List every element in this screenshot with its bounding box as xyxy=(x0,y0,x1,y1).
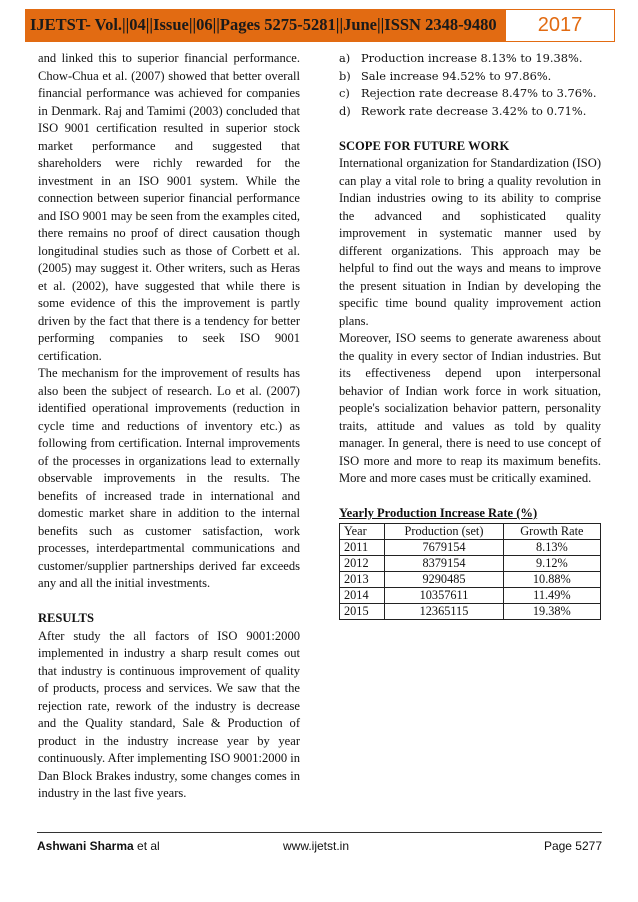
page-number: Page 5277 xyxy=(543,839,602,853)
table-cell: 7679154 xyxy=(385,539,503,555)
journal-header xyxy=(25,9,615,42)
table-cell: 2012 xyxy=(340,555,385,571)
table-row xyxy=(340,571,601,587)
left-column xyxy=(38,50,300,803)
table-cell: 10357611 xyxy=(385,587,503,603)
table-cell: 9290485 xyxy=(385,571,503,587)
table-cell: 11.49% xyxy=(503,587,600,603)
table-cell: 12365115 xyxy=(385,603,503,619)
table-cell: 8379154 xyxy=(385,555,503,571)
table-row xyxy=(340,603,601,619)
table-cell: 2011 xyxy=(340,539,385,555)
page-footer xyxy=(37,832,602,853)
scope-heading: SCOPE FOR FUTURE WORK xyxy=(339,138,510,153)
paragraph: International organization for Standardization (ISO) can play a vital role to bring a quality revolution in Indian industries owing to its ability to comprise the advanced and sophisticated quality improvement in systematic manner used by different organizations. This approach may be helpful to find out the ways and means to improve the present situation in Indian by developing the specific time bound quality improvement action plans. xyxy=(339,156,601,328)
results-heading: RESULTS xyxy=(38,611,95,625)
paragraph: The mechanism for the improvement of results has also been the subject of research. Lo et al. (2007) identified operational improvements (reduction in cycle time and reductions of inventory etc.) as following from certification. Internal improvements of the processes in organizations lead to externally observable improvements in the results. The benefits of increased trade in international and domestic market share in addition to the internal benefits such as customer satisfaction, work processes, interdepartmental communications and customer/supplier partnerships derived far exceeds any and all the initial investments. xyxy=(38,366,300,590)
right-column xyxy=(339,50,601,620)
table-row xyxy=(340,587,601,603)
column-header: Growth Rate xyxy=(503,523,600,539)
results-list xyxy=(339,50,601,120)
table-header-row xyxy=(340,523,601,539)
table-title: Yearly Production Increase Rate (%) xyxy=(339,506,538,520)
table-cell: 19.38% xyxy=(503,603,600,619)
author-name: Ashwani Sharma xyxy=(37,839,134,853)
journal-title: IJETST- Vol.||04||Issue||06||Pages 5275-5281||June||ISSN 2348-9480 xyxy=(25,9,505,42)
column-header: Year xyxy=(340,523,385,539)
paragraph: and linked this to superior financial performance. Chow-Chua et al. (2007) showed that better overall financial performance was achieved for companies in Denmark. Raj and Tamimi (2003) concluded that ISO 9001 certification resulted in superior stock market performance and suggested that shareholders were richly rewarded for the investment in an ISO 9001 system. While the connection between superior financial performance and ISO 9001 may be seen from the examples cited, there remains no proof of direct causation though longitudinal studies such as those of Corbett et al. (2005) may suggest it. Other writers, such as Heras et al. (2002), have suggested that while there is some evidence of this the improvement is partly driven by the fact that there is a tendency for better performing companies to seek ISO 9001 certification. xyxy=(38,51,301,363)
footer-website[interactable]: www.ijetst.in xyxy=(283,839,350,853)
table-row xyxy=(340,539,601,555)
table-cell: 2013 xyxy=(340,571,385,587)
list-item: b) Sale increase 94.52% to 97.86%. xyxy=(339,68,552,83)
table-cell: 10.88% xyxy=(503,571,600,587)
table-cell: 9.12% xyxy=(503,555,600,571)
paragraph: After study the all factors of ISO 9001:2000 implemented in industry a sharp result comes out that industry is continuous improvement of quality of products, process and services. We saw that the rejection rate, rework of the industry is decrease and the Quality standard, Sale & Production of product in the industry increase year by year continuously. After implementing ISO 9001:2000 in Dan Block Brakes industry, some changes comes in industry in the last five years. xyxy=(38,628,300,800)
table-cell: 2015 xyxy=(340,603,385,619)
table-cell: 8.13% xyxy=(503,539,600,555)
paragraph: Moreover, ISO seems to generate awareness about the quality in every sector of Indian industries. But its effectiveness depend upon interpersonal behavior of Indian work force in work situation, people's socialization behavior pattern, personality traits, attitude and values as told by quality manager. In general, there is need to use concept of ISO more and more to reap its maximum benefits. More and more cases must be critically examined. xyxy=(339,331,601,485)
journal-year: 2017 xyxy=(505,9,615,42)
production-table xyxy=(339,523,601,620)
footer-author xyxy=(37,839,160,853)
list-item: a) Production increase 8.13% to 19.38%. xyxy=(339,51,583,65)
table-row xyxy=(340,555,601,571)
author-etal: et al xyxy=(133,839,160,853)
list-item: d) Rework rate decrease 3.42% to 0.71%. xyxy=(339,103,587,118)
table-cell: 2014 xyxy=(340,587,385,603)
column-header: Production (set) xyxy=(385,523,503,539)
list-item: c) Rejection rate decrease 8.47% to 3.76%. xyxy=(339,86,597,100)
